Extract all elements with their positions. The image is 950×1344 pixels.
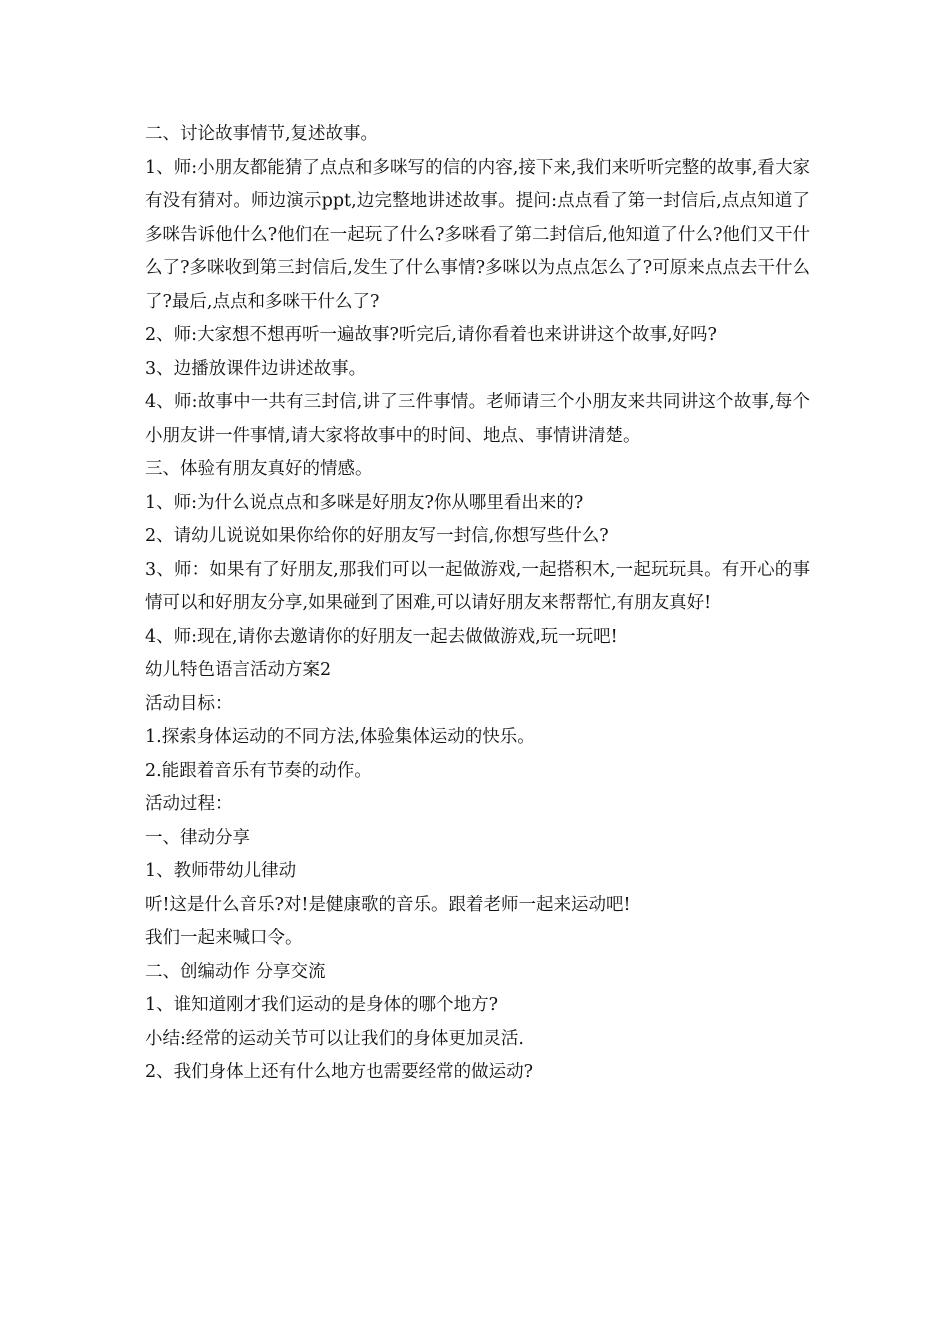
paragraph: 小结:经常的运动关节可以让我们的身体更加灵活. [145,1028,524,1049]
paragraph: 1、师:小朋友都能猜了点点和多咪写的信的内容,接下来,我们来听听完整的故事,看大家有没有猜对。师边演示ppt,边完整地讲述故事。提问:点点看了第一封信后,点点知道了多咪告诉他什么?他们在一起玩了什么?多咪看了第二封信后,他知道了什么?他们又干什么了?多咪收到第三封信后,发生了什么事情?多咪以为点点怎么了?可原来点点去干什么了?最后,点点和多咪干什么了? [145,157,810,312]
section-heading: 活动过程： [145,794,233,814]
section-heading: 二、创编动作 分享交流 [145,961,326,982]
section-heading: 二、讨论故事情节,复述故事。 [145,124,379,144]
document-title: 幼儿特色语言活动方案2 [145,660,332,680]
paragraph: 4、师:现在,请你去邀请你的好朋友一起去做做游戏,玩一玩吧! [145,626,618,647]
paragraph: 2、请幼儿说说如果你给你的好朋友写一封信,你想写些什么? [145,526,609,546]
paragraph: 3、师：如果有了好朋友,那我们可以一起做游戏,一起搭积木,一起玩玩具。有开心的事情可以和好朋友分享,如果碰到了困难,可以请好朋友来帮帮忙,有朋友真好! [145,559,810,613]
paragraph: 4、师:故事中一共有三封信,讲了三件事情。老师请三个小朋友来共同讲这个故事,每个小朋友讲一件事情,请大家将故事中的时间、地点、事情讲清楚。 [145,392,810,446]
paragraph: 1、教师带幼儿律动 [145,861,297,881]
paragraph: 2、师:大家想不想再听一遍故事?听完后,请你看着也来讲讲这个故事,好吗? [145,325,717,345]
paragraph: 1、谁知道刚才我们运动的是身体的哪个地方? [145,995,499,1015]
paragraph: 2、我们身体上还有什么地方也需要经常的做运动? [145,1062,534,1082]
section-heading: 三、体验有朋友真好的情感。 [145,459,373,479]
document-body [145,118,810,1090]
paragraph: 2.能跟着音乐有节奏的动作。 [145,760,372,781]
section-heading: 活动目标： [145,693,233,714]
section-heading: 一、律动分享 [145,827,250,848]
paragraph: 1.探索身体运动的不同方法,体验集体运动的快乐。 [145,727,535,747]
paragraph: 我们一起来喊口令。 [145,928,303,948]
paragraph: 1、师:为什么说点点和多咪是好朋友?你从哪里看出来的? [145,492,584,513]
paragraph: 听!这是什么音乐?对!是健康歌的音乐。跟着老师一起来运动吧! [145,894,631,915]
paragraph: 3、边播放课件边讲述故事。 [145,358,367,379]
